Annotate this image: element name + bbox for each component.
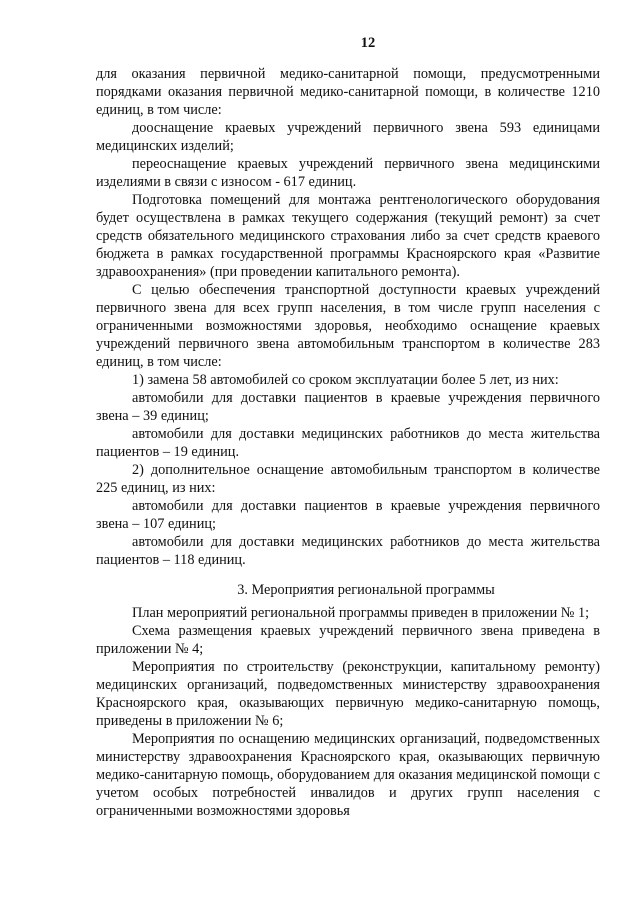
paragraph: Мероприятия по оснащению медицинских организаций, подведомственных министерству здравоохранения Красноярского края, оказывающих первичную медико-санитарную помощь, оборудованием для оказания медицинской помощи с учетом особых потребностей инвалидов и других групп населения с ограниченными возможностями здоровья (96, 731, 600, 819)
paragraph: автомобили для доставки пациентов в краевые учреждения первичного звена – 39 единиц; (96, 390, 600, 424)
paragraph: дооснащение краевых учреждений первичного звена 593 единицами медицинских изделий; (96, 120, 600, 154)
paragraph: переоснащение краевых учреждений первичного звена медицинскими изделиями в связи с износом - 617 единиц. (96, 156, 600, 190)
paragraph: автомобили для доставки медицинских работников до места жительства пациентов – 19 единиц. (96, 426, 600, 460)
section-heading: 3. Мероприятия региональной программы (237, 582, 495, 598)
body-text-after (96, 604, 600, 820)
paragraph: План мероприятий региональной программы приведен в приложении № 1; (132, 605, 590, 621)
paragraph: Схема размещения краевых учреждений первичного звена приведена в приложении № 4; (96, 623, 600, 657)
paragraph: автомобили для доставки медицинских работников до места жительства пациентов – 118 единиц. (96, 534, 600, 568)
paragraph: для оказания первичной медико-санитарной помощи, предусмотренными порядками оказания первичной медико-санитарной помощи, в количестве 1210 единиц, в том числе: (96, 66, 600, 118)
paragraph: автомобили для доставки пациентов в краевые учреждения первичного звена – 107 единиц; (96, 498, 600, 532)
paragraph: Мероприятия по строительству (реконструкции, капитальному ремонту) медицинских организаций, подведомственных министерству здравоохранения Красноярского края, оказывающих первичную медико-санитарную помощь, приведены в приложении № 6; (96, 659, 600, 729)
paragraph: С целью обеспечения транспортной доступности краевых учреждений первичного звена для всех групп населения, в том числе групп населения с ограниченными возможностями здоровья, необходимо оснащение краевых учреждений первичного звена автомобильным транспортом в количестве 283 единиц, в том числе: (96, 282, 600, 370)
paragraph: 2) дополнительное оснащение автомобильным транспортом в количестве 225 единиц, из них: (96, 462, 600, 496)
body-text-before (96, 65, 600, 569)
paragraph: 1) замена 58 автомобилей со сроком эксплуатации более 5 лет, из них: (132, 372, 559, 388)
page-number: 12 (360, 35, 376, 51)
paragraph: Подготовка помещений для монтажа рентгенологического оборудования будет осуществлена в рамках текущего содержания (текущий ремонт) за счет средств обязательного медицинского страхования либо за счет средств краевого бюджета в рамках государственной программы Красноярского края «Развитие здравоохранения» (при проведении капитального ремонта). (96, 192, 600, 280)
